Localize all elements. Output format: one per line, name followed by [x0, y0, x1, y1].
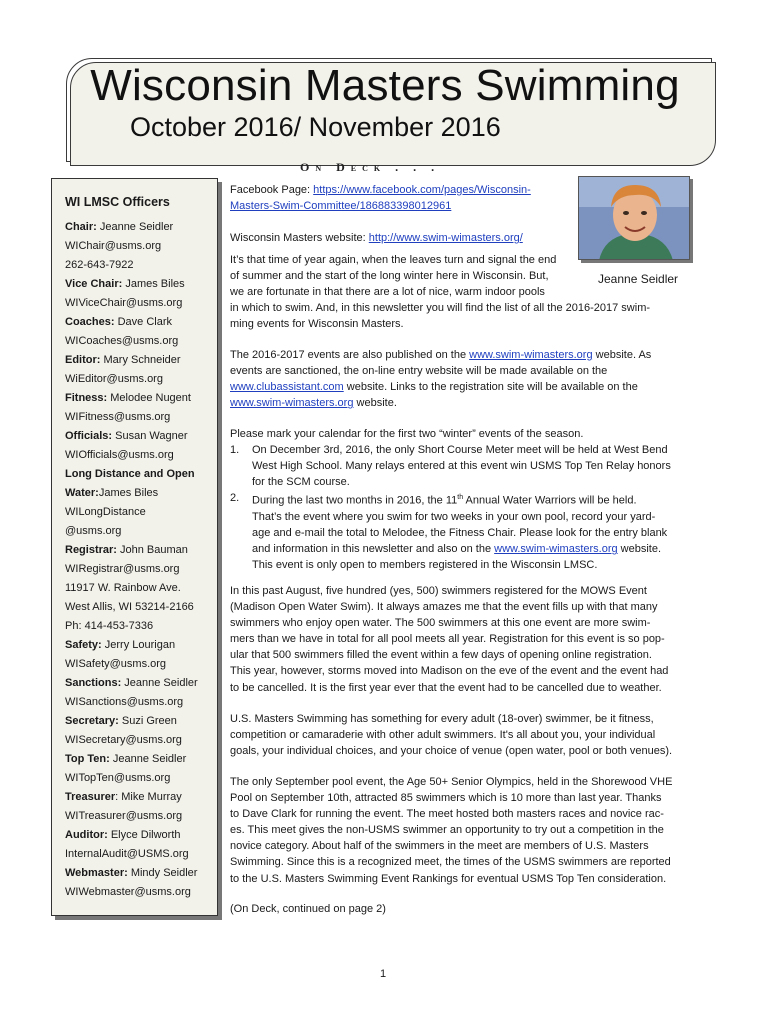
officer-detail: 11917 W. Rainbow Ave.: [65, 582, 181, 594]
officer-detail: West Allis, WI 53214-2166: [65, 601, 194, 613]
officer-line: [65, 256, 217, 275]
officer-role: Editor:: [65, 354, 101, 366]
officer-role: Water:: [65, 487, 99, 499]
text-line: novice category. About half of the swimmers in the meet are members of U.S. Masters: [230, 840, 649, 853]
text-line: Swimming. Since this is a recognized meet, the times of the USMS swimmers are reported: [230, 856, 671, 869]
officer-line: [65, 731, 217, 750]
officer-role: Coaches:: [65, 316, 115, 328]
officer-role: Webmaster:: [65, 867, 128, 879]
officer-detail: WISanctions@usms.org: [65, 696, 184, 708]
clubassistant-link[interactable]: www.clubassistant.com: [230, 381, 344, 394]
officer-role: Treasurer: [65, 791, 116, 803]
officer-role: Officials:: [65, 430, 113, 442]
officer-role: Vice Chair:: [65, 278, 123, 290]
text-line: U.S. Masters Swimming has something for every adult (18-over) swimmer, be it fitness,: [230, 713, 654, 725]
newsletter-title: Wisconsin Masters Swimming: [90, 61, 680, 110]
facebook-link-cont[interactable]: Masters-Swim-Committee/186883398012961: [230, 200, 452, 213]
officer-detail: Jerry Lourigan: [101, 639, 176, 651]
officer-line: [65, 370, 217, 389]
officer-detail: Jeanne Seidler: [121, 677, 198, 689]
officer-role: Fitness:: [65, 392, 108, 404]
officer-line: [65, 769, 217, 788]
officer-line: [65, 522, 217, 541]
officer-detail: Mindy Seidler: [127, 867, 198, 879]
page-number: 1: [380, 968, 387, 980]
text-line: mers than we have in total for all pool meets all year. Registration for this event is so pop-: [230, 633, 665, 646]
officer-detail: WITopTen@usms.org: [65, 772, 171, 784]
officer-detail: Suzi Green: [118, 715, 177, 727]
text-line: goals, your individual choices, and your choice of venue (open water, pool or both venues).: [230, 745, 673, 758]
events-list: [230, 442, 688, 573]
officer-detail: WICoaches@usms.org: [65, 335, 179, 347]
text-run: website.: [353, 397, 397, 410]
text-line: to Dave Clark for running the event. The meet hosted both masters races and novice rac-: [230, 808, 664, 821]
text-line: The only September pool event, the Age 50+ Senior Olympics, held in the Shorewood VHE: [230, 776, 673, 788]
photo-caption: Jeanne Seidler: [598, 272, 679, 286]
officer-line: [65, 655, 217, 674]
officer-line: [65, 864, 217, 883]
text-line: In this past August, five hundred (yes, 500) swimmers registered for the MOWS Event: [230, 585, 647, 597]
officer-line: [65, 503, 217, 522]
officer-line: [65, 446, 217, 465]
list-number: 2.: [230, 492, 240, 505]
officer-photo: [578, 176, 690, 260]
officer-detail: WIRegistrar@usms.org: [65, 563, 180, 575]
officer-role: Auditor:: [65, 829, 108, 841]
sidebar-heading: WI LMSC Officers: [65, 195, 170, 209]
officer-line: [65, 560, 217, 579]
text-run: Annual Water Warriors will be held.: [463, 495, 637, 508]
text-line: That’s the event where you swim for two weeks in your own pool, record your yard-: [252, 511, 656, 524]
text-line: swimmers who enjoy open water. The 500 swimmers at this one event are more swim-: [230, 617, 651, 630]
text-run: website. Links to the registration site will be available on the: [343, 381, 638, 394]
officer-line: [65, 674, 217, 693]
officer-line: [65, 598, 217, 617]
officer-line: [65, 617, 217, 636]
officer-detail: InternalAudit@USMS.org: [65, 848, 189, 860]
officer-detail: WIFitness@usms.org: [65, 411, 171, 423]
officer-detail: Ph: 414-453-7336: [65, 620, 154, 632]
text-line: Please mark your calendar for the first two “winter” events of the season.: [230, 428, 584, 440]
text-run: The 2016-2017 events are also published on the: [230, 349, 470, 361]
officer-detail: Melodee Nugent: [107, 392, 191, 404]
text-line: in which to swim. And, in this newsletter you will find the list of all the 2016-2017 swim-: [230, 302, 651, 315]
mows-paragraph: [230, 583, 688, 696]
list-item: [230, 442, 688, 490]
officer-line: [65, 351, 217, 370]
text-line: events are sanctioned, the on-line entry website will be made available on the: [230, 365, 608, 378]
officer-detail: : Mike Murray: [115, 791, 182, 803]
text-line: ular that 500 swimmers filled the event within a few days of opening online registration.: [230, 649, 652, 662]
text-line: ming events for Wisconsin Masters.: [230, 318, 404, 331]
officers-sidebar: [51, 178, 218, 916]
officer-role: Registrar:: [65, 544, 117, 556]
text-line: competition or camaraderie with other adult swimmers. It's all about you, your individual: [230, 729, 656, 742]
text-line: es. This meet gives the non-USMS swimmer an opportunity to try out a competition in the: [230, 824, 664, 837]
text-run: website.: [617, 543, 662, 556]
text-line: we are fortunate in that there are a lot of nice, warm indoor pools: [230, 286, 545, 299]
events-published-paragraph: [230, 347, 688, 411]
officer-role: Chair:: [65, 221, 97, 233]
officer-line: [65, 579, 217, 598]
ordinal-suffix: th: [457, 494, 464, 502]
officer-role: Top Ten:: [65, 753, 110, 765]
portrait-image: [579, 177, 690, 260]
officer-detail: WIViceChair@usms.org: [65, 297, 183, 309]
officer-line: [65, 484, 217, 503]
calendar-paragraph: [230, 426, 688, 574]
continued-note: (On Deck, continued on page 2): [230, 903, 386, 915]
officer-line: [65, 712, 217, 731]
text-line: This year, however, storms moved into Madison on the eve of the event and the event had: [230, 665, 669, 678]
website-label: Wisconsin Masters website:: [230, 232, 369, 244]
officer-line: [65, 427, 217, 446]
text-run: During the last two months in 2016, the 11: [252, 495, 458, 508]
officer-role: Safety:: [65, 639, 102, 651]
text-run: and information in this newsletter and also on the: [252, 543, 495, 556]
officer-line: [65, 826, 217, 845]
officer-line: [65, 636, 217, 655]
officer-line: [65, 408, 217, 427]
officer-detail: WILongDistance: [65, 506, 146, 518]
website-link[interactable]: http://www.swim-wimasters.org/: [368, 232, 523, 244]
officer-detail: 262-643-7922: [65, 259, 134, 271]
facebook-link[interactable]: https://www.facebook.com/pages/Wisconsin-: [313, 184, 531, 196]
text-line: age and e-mail the total to Melodee, the Fitness Chair. Please look for the entry blank: [252, 527, 668, 540]
text-line: of summer and the start of the long winter here in Wisconsin. But,: [230, 270, 549, 283]
officer-role: Secretary:: [65, 715, 119, 727]
text-line: (Madison Open Water Swim). It always amazes me that the event fills up with that many: [230, 601, 658, 614]
officer-detail: WITreasurer@usms.org: [65, 810, 183, 822]
facebook-block: [230, 182, 570, 214]
officers-list: [65, 218, 217, 902]
officer-detail: @usms.org: [65, 525, 122, 537]
officer-line: [65, 807, 217, 826]
officer-detail: Elyce Dilworth: [107, 829, 181, 841]
officer-line: [65, 332, 217, 351]
officer-detail: WIOfficials@usms.org: [65, 449, 174, 461]
text-line: for the SCM course.: [252, 476, 350, 489]
facebook-label: Facebook Page:: [230, 184, 314, 196]
usms-paragraph: [230, 711, 688, 759]
officer-line: [65, 541, 217, 560]
text-line: to be cancelled. It is the first year ever that the event had to be cancelled due to weather.: [230, 681, 662, 694]
text-line: West High School. Many relays entered at this event win USMS Top Ten Relay honors: [252, 460, 671, 473]
officer-detail: James Biles: [98, 487, 159, 499]
officer-detail: James Biles: [122, 278, 185, 290]
officer-role: Long Distance and Open: [65, 468, 195, 480]
officer-line: [65, 313, 217, 332]
list-item: [230, 490, 688, 573]
officer-detail: WiEditor@usms.org: [65, 373, 163, 385]
text-line: to the U.S. Masters Swimming Event Rankings for eventual USMS Top Ten consideration.: [230, 872, 667, 885]
list-number: 1.: [230, 444, 240, 457]
officer-detail: John Bauman: [116, 544, 188, 556]
officer-line: [65, 750, 217, 769]
wimasters-link[interactable]: www.swim-wimasters.org: [230, 397, 354, 410]
wimasters-link[interactable]: www.swim-wimasters.org: [494, 543, 618, 556]
text-line: On December 3rd, 2016, the only Short Course Meter meet will be held at West Bend: [252, 444, 668, 457]
officer-line: [65, 389, 217, 408]
officer-detail: Susan Wagner: [112, 430, 188, 442]
officer-detail: Jeanne Seidler: [109, 753, 187, 765]
intro-paragraph: [230, 252, 688, 332]
text-line: Pool on September 10th, attracted 85 swimmers which is 10 more than last year. Thanks: [230, 792, 662, 805]
wimasters-link[interactable]: www.swim-wimasters.org: [469, 349, 593, 361]
senior-olympics-paragraph: [230, 774, 688, 887]
officer-detail: WISafety@usms.org: [65, 658, 167, 670]
officer-line: [65, 218, 217, 237]
officer-role: Sanctions:: [65, 677, 122, 689]
officer-detail: Mary Schneider: [100, 354, 181, 366]
officer-detail: Jeanne Seidler: [96, 221, 174, 233]
website-block: [230, 230, 570, 246]
officer-line: [65, 237, 217, 256]
officer-line: [65, 275, 217, 294]
officer-detail: WISecretary@usms.org: [65, 734, 182, 746]
officer-line: [65, 693, 217, 712]
section-heading: On Deck . . .: [300, 160, 441, 174]
officer-detail: Dave Clark: [114, 316, 172, 328]
officer-line: [65, 465, 217, 484]
text-line: It’s that time of year again, when the leaves turn and signal the end: [230, 254, 557, 266]
officer-line: [65, 845, 217, 864]
officer-line: [65, 883, 217, 902]
officer-line: [65, 294, 217, 313]
newsletter-issue-date: October 2016/ November 2016: [130, 112, 501, 142]
officer-detail: WIWebmaster@usms.org: [65, 886, 191, 898]
officer-line: [65, 788, 217, 807]
text-run: website. As: [592, 349, 652, 361]
officer-detail: WIChair@usms.org: [65, 240, 162, 252]
text-line: This event is only open to members registered in the Wisconsin LMSC.: [252, 559, 598, 572]
